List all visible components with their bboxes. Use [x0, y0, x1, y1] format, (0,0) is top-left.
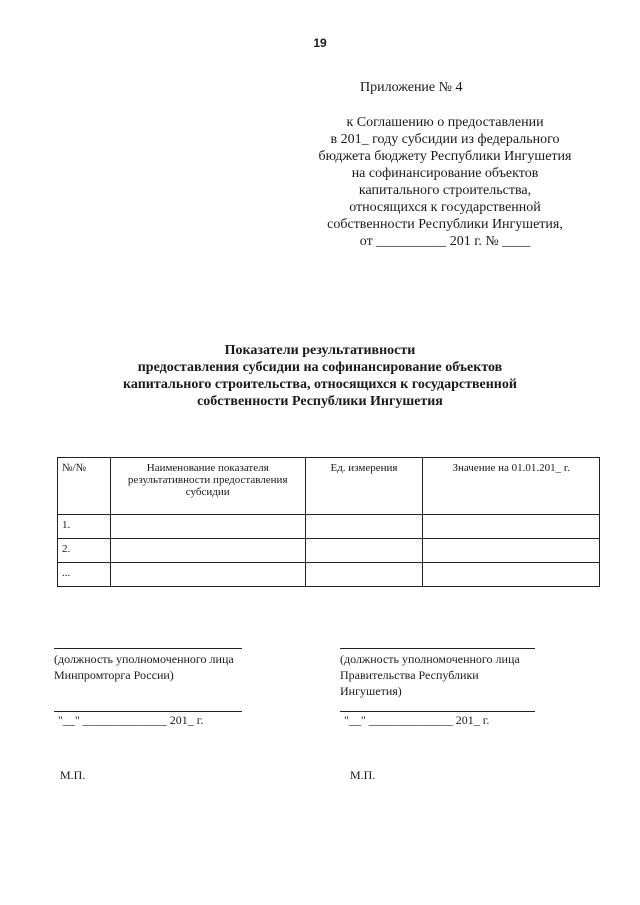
- signature-line-right: [340, 648, 535, 649]
- agreement-reference: [300, 114, 590, 250]
- signatory-position-right: (должность уполномоченного лица Правительства Республики Ингушетия): [340, 652, 520, 698]
- table-cell: [423, 515, 600, 539]
- reference-line: к Соглашению о предоставлении: [346, 115, 544, 130]
- table-cell: [305, 539, 423, 563]
- reference-line: в 201_ году субсидии из федерального: [330, 132, 560, 147]
- table-cell: [305, 515, 423, 539]
- stamp-place-left: М.П.: [60, 768, 86, 782]
- header-number: №/№: [58, 458, 111, 515]
- reference-line: от __________ 201 г. № ____: [359, 234, 531, 249]
- table-cell: ...: [58, 563, 111, 587]
- appendix-title: Приложение № 4: [360, 80, 463, 95]
- stamp-place-right: М.П.: [350, 768, 376, 782]
- reference-line: капитального строительства,: [358, 183, 532, 198]
- signature-date-left: "__" ______________ 201_ г.: [58, 713, 204, 727]
- reference-line: бюджета бюджету Республики Ингушетия: [318, 149, 572, 164]
- header-indicator-name: Наименование показателя результативности предоставления субсидии: [110, 458, 305, 515]
- table-cell: [305, 563, 423, 587]
- header-value: Значение на 01.01.201_ г.: [423, 458, 600, 515]
- table-cell: 1.: [58, 515, 111, 539]
- page-number: 19: [313, 36, 327, 50]
- table-cell: 2.: [58, 539, 111, 563]
- document-title: [60, 342, 580, 410]
- table-row: [58, 539, 600, 563]
- reference-line: относящихся к государственной: [349, 200, 541, 215]
- reference-line: на софинансирование объектов: [351, 166, 539, 181]
- table-cell: [110, 539, 305, 563]
- signatory-position-left: (должность уполномоченного лица Минпромторга России): [54, 652, 234, 682]
- indicators-table: [57, 457, 600, 587]
- table-cell: [110, 563, 305, 587]
- title-line: собственности Республики Ингушетия: [197, 394, 443, 409]
- signature-date-right: "__" ______________ 201_ г.: [344, 713, 490, 727]
- title-line: предоставления субсидии на софинансирование объектов: [137, 360, 503, 375]
- table-row: [58, 515, 600, 539]
- reference-line: собственности Республики Ингушетия,: [327, 217, 563, 232]
- table-cell: [423, 563, 600, 587]
- table-header-row: [58, 458, 600, 515]
- table-cell: [423, 539, 600, 563]
- title-line: капитального строительства, относящихся к государственной: [123, 377, 517, 392]
- table-row: [58, 563, 600, 587]
- signature-line-left: [54, 648, 242, 649]
- table-cell: [110, 515, 305, 539]
- header-unit: Ед. измерения: [305, 458, 423, 515]
- title-line: Показатели результативности: [224, 343, 416, 358]
